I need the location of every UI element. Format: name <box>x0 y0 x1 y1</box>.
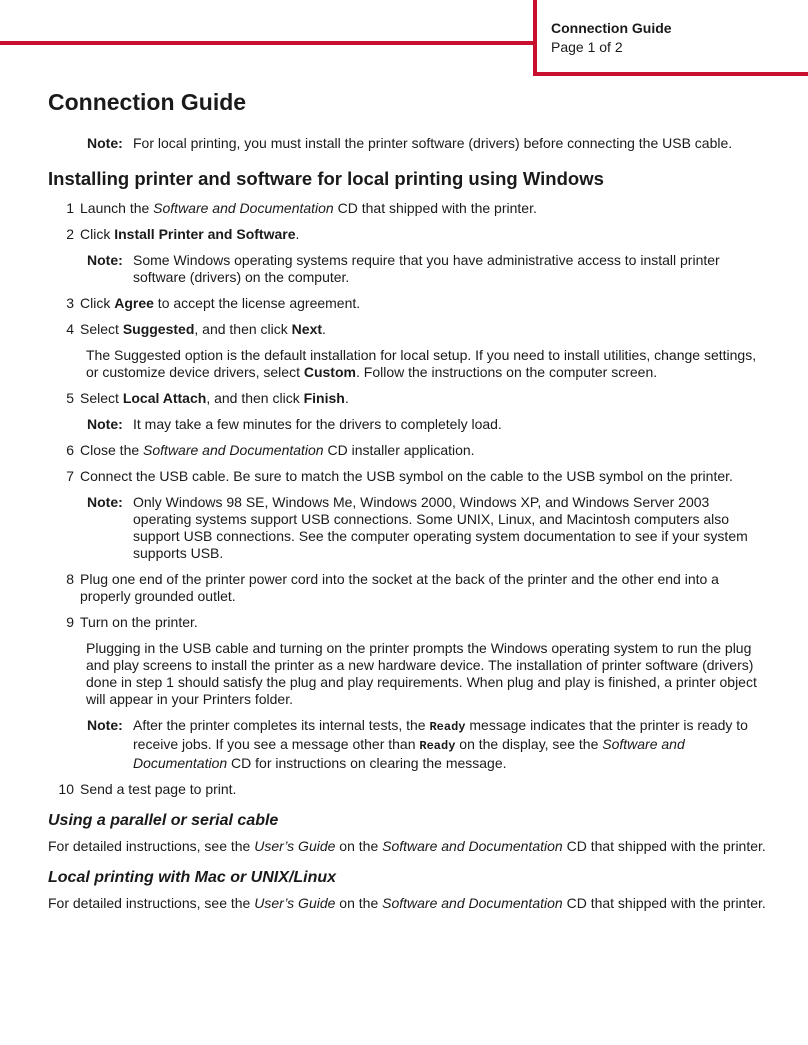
step-text: Select Local Attach, and then click Finish. <box>80 390 349 406</box>
step-number: 8 <box>66 571 74 587</box>
step-4 <box>48 321 770 338</box>
header-title: Connection Guide <box>551 20 672 36</box>
section-heading-mac-unix: Local printing with Mac or UNIX/Linux <box>48 869 337 886</box>
note-text: After the printer completes its internal tests, the Ready message indicates that the printer is ready to receive jobs. If you see a message other than Ready on the display, see the Software and Documentation CD for instructions on clearing the message. <box>133 717 748 771</box>
note-text: Some Windows operating systems require that you have administrative access to install printer software (drivers) on the computer. <box>133 252 720 285</box>
step-text: Click Install Printer and Software. <box>80 226 300 242</box>
step-number: 4 <box>66 321 74 337</box>
header-rule <box>0 41 536 45</box>
note-label: Note: <box>87 717 123 733</box>
step-text: Launch the Software and Documentation CD that shipped with the printer. <box>80 200 537 216</box>
step-10 <box>48 781 770 798</box>
step-number: 5 <box>66 390 74 406</box>
step-number: 9 <box>66 614 74 630</box>
note-step-9 <box>87 717 770 772</box>
note-label: Note: <box>87 494 123 510</box>
header-page-number: Page 1 of 2 <box>551 39 623 55</box>
step-text: Close the Software and Documentation CD installer application. <box>80 442 475 458</box>
note-label: Note: <box>87 416 123 432</box>
note-label: Note: <box>87 135 123 151</box>
step-number: 1 <box>66 200 74 216</box>
step-number: 7 <box>66 468 74 484</box>
note-step-5 <box>87 416 770 433</box>
section-heading-windows: Installing printer and software for local printing using Windows <box>48 168 604 189</box>
document-body <box>48 135 770 921</box>
step-text: Connect the USB cable. Be sure to match the USB symbol on the cable to the USB symbol on the printer. <box>80 468 733 484</box>
step-text: Turn on the printer. <box>80 614 198 630</box>
mac-unix-text: For detailed instructions, see the User’s Guide on the Software and Documentation CD that shipped with the printer. <box>48 895 766 911</box>
step-2 <box>48 226 770 243</box>
page-title: Connection Guide <box>48 89 247 115</box>
step-number: 2 <box>66 226 74 242</box>
step-number: 6 <box>66 442 74 458</box>
note-text: For local printing, you must install the printer software (drivers) before connecting the USB cable. <box>133 135 733 151</box>
step-6 <box>48 442 770 459</box>
header-box <box>533 0 808 76</box>
note-step-7 <box>87 494 770 562</box>
intro-note <box>87 135 770 152</box>
step-number: 3 <box>66 295 74 311</box>
note-label: Note: <box>87 252 123 268</box>
step-5 <box>48 390 770 407</box>
step-text: Send a test page to print. <box>80 781 237 797</box>
step-8 <box>48 571 770 605</box>
step-number: 10 <box>58 781 74 797</box>
step-1 <box>48 200 770 217</box>
parallel-serial-text: For detailed instructions, see the User’s Guide on the Software and Documentation CD that shipped with the printer. <box>48 838 766 854</box>
step-3 <box>48 295 770 312</box>
step-text: Select Suggested, and then click Next. <box>80 321 326 337</box>
step-text: Click Agree to accept the license agreement. <box>80 295 361 311</box>
step-9-detail: Plugging in the USB cable and turning on the printer prompts the Windows operating system to run the plug and play screens to install the printer as a new hardware device. The installation of printer software (drivers) done in step 1 should satisfy the plug and play requirements. When plug and play is finished, a printer object will appear in your Printers folder. <box>86 640 757 707</box>
step-4-detail: The Suggested option is the default installation for local setup. If you need to install utilities, change settings, or customize device drivers, select Custom. Follow the instructions on the computer screen. <box>86 347 757 380</box>
note-text: Only Windows 98 SE, Windows Me, Windows 2000, Windows XP, and Windows Server 2003 operating systems support USB connections. Some UNIX, Linux, and Macintosh computers also support USB connections. See the computer operating system documentation to see if your system supports USB. <box>133 494 748 561</box>
step-9 <box>48 614 770 631</box>
section-heading-parallel-serial: Using a parallel or serial cable <box>48 812 279 829</box>
step-text: Plug one end of the printer power cord into the socket at the back of the printer and the other end into a properly grounded outlet. <box>80 571 719 604</box>
note-step-2 <box>87 252 770 286</box>
note-text: It may take a few minutes for the drivers to completely load. <box>133 416 502 432</box>
step-7 <box>48 468 770 485</box>
